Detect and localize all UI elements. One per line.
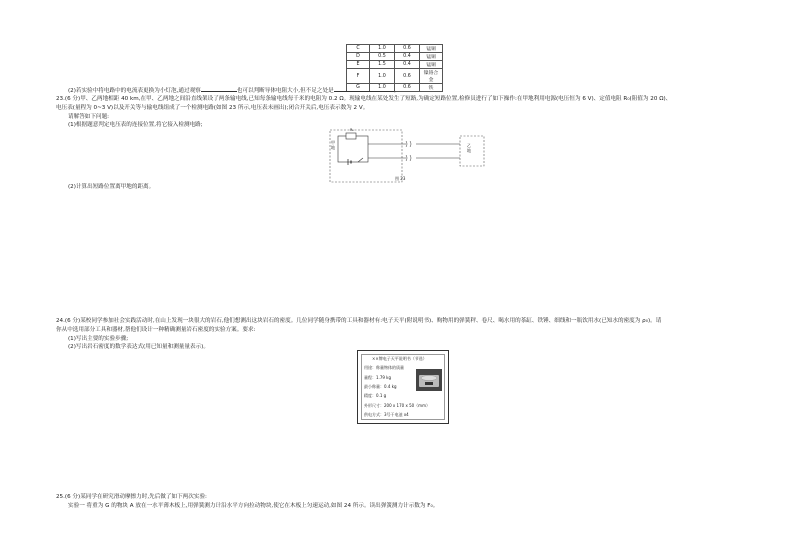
- q24-line1: 24.(6 分)某校同学参加社会实践活动时,在山上发现一块很大的岩石,他们想测出这块岩石的密度。几位同学随身携带的工具和器材有:电子天平(附说明书)、购物用的弹簧秤、卷尺、喝水用的茶缸、铁锤、细线和一瓶饮用水(已知水的密度为 ρ₀)。请: [56, 318, 662, 324]
- figure-23-caption: 图 23: [395, 176, 406, 181]
- table-cell: 0.4: [395, 53, 420, 61]
- q24-sub1: (1)写出主要的实验步骤;: [68, 336, 129, 342]
- circuit-diagram: [328, 126, 488, 188]
- table-cell: 1.0: [370, 69, 395, 84]
- q22-sub2-after: 。: [393, 88, 400, 94]
- table-cell: D: [347, 53, 370, 61]
- table-row: [347, 61, 443, 69]
- table-cell: 锰铜: [420, 53, 443, 61]
- data-table: [346, 44, 443, 92]
- resistor-r0: [346, 133, 356, 139]
- q22-sub2-before: (2)若实验中将电路中的电流表更换为小灯泡,通过观察: [68, 88, 201, 94]
- q23-line2: 电压表(量程为 0~3 V)以及开关等与输电线组成了一个检测电路(如图 23 所示,电压表未画出);闭合开关后,电压表示数为 2 V。: [56, 105, 369, 111]
- table-cell: 铁: [420, 84, 443, 92]
- table-cell: 1.0: [370, 45, 395, 53]
- q23-sub1: (1)根据题意判定电压表的连接位置,将它接入检测电路;: [68, 122, 203, 128]
- detection-loop: [338, 136, 368, 162]
- table-row: [347, 53, 443, 61]
- wire-break-mark: [406, 141, 411, 147]
- table-cell: 镍铬合金: [420, 69, 443, 84]
- table-row: [347, 69, 443, 84]
- table-cell: 0.6: [395, 84, 420, 92]
- scale-min: 最小称量：0.4 kg: [364, 384, 397, 389]
- scale-size: 外形尺寸：200 x 170 x 50（mm）: [364, 403, 430, 408]
- table-cell: F: [347, 69, 370, 84]
- q25-line1: 25.(6 分)某同学在研究滑动摩擦力时,先后做了如下两次实验:: [56, 494, 207, 500]
- q23-line1: 23.(6 分)甲、乙两地相距 40 km,在甲、乙两地之间沿直线架设了两条输电线,已知每条输电线每千米的电阻为 0.2 Ω。现输电线在某处发生了短路,为确定短路位置,检修员进行了如下操作:在甲地利用电源(电压恒为 6 V)、定值电阻 R₀(阻值为 20 Ω)、: [56, 96, 672, 102]
- scale-card-title: ××牌电子天平说明书（节选）: [372, 356, 427, 361]
- table-cell: 0.4: [395, 61, 420, 69]
- table-cell: E: [347, 61, 370, 69]
- label-r0: R₀: [350, 128, 354, 132]
- table-cell: G: [347, 84, 370, 92]
- table-row: [347, 45, 443, 53]
- label-yi: 乙 地: [467, 143, 471, 153]
- q22-sub2-middle: 也可以判断导体电阻大小,但不足之处是: [236, 88, 334, 94]
- scale-use: 用途：称量物体的质量: [364, 365, 404, 370]
- table-cell: C: [347, 45, 370, 53]
- q25-line2: 实验一 将重为 G 的物块 A 放在一水平薄木板上,用弹簧测力计沿水平方向拉动物块,使它在木板上匀速运动,如图 24 所示。读出弹簧测力计示数为 F₀。: [68, 503, 439, 509]
- table-cell: 1.5: [370, 61, 395, 69]
- q24-sub2: (2)写出岩石密度的数学表达式(用已知量和测量量表示)。: [68, 344, 209, 350]
- yi-station-box: [460, 136, 484, 166]
- table-cell: 1.0: [370, 84, 395, 92]
- electronic-scale-icon: [416, 369, 442, 391]
- switch[interactable]: [358, 158, 363, 162]
- scale-manual-card: [357, 350, 449, 424]
- table-cell: 锰铜: [420, 61, 443, 69]
- q23-sub2: (2)计算出短路位置离甲地的距离。: [68, 184, 155, 190]
- answer-blank[interactable]: [334, 86, 394, 92]
- scale-accuracy: 精度：0.1 g: [364, 393, 387, 398]
- scale-power: 供电方式：3号干电池 x4: [364, 412, 409, 417]
- table-cell: 锰铜: [420, 45, 443, 53]
- jia-station-box: [330, 130, 402, 182]
- scale-range: 量程：1.79 kg: [364, 375, 392, 380]
- table-cell: 0.6: [395, 69, 420, 84]
- answer-blank[interactable]: [201, 86, 237, 92]
- label-jia: 甲 地: [331, 140, 335, 150]
- wire-break-mark: [406, 155, 411, 161]
- q24-line2: 你从中选用部分工具和器材,帮他们设计一种精确测量岩石密度的实验方案。要求:: [56, 327, 256, 333]
- table-cell: 0.5: [370, 53, 395, 61]
- table-cell: 0.6: [395, 45, 420, 53]
- q23-line3: 请解答如下问题:: [68, 114, 110, 120]
- q22-sub2: [68, 86, 399, 95]
